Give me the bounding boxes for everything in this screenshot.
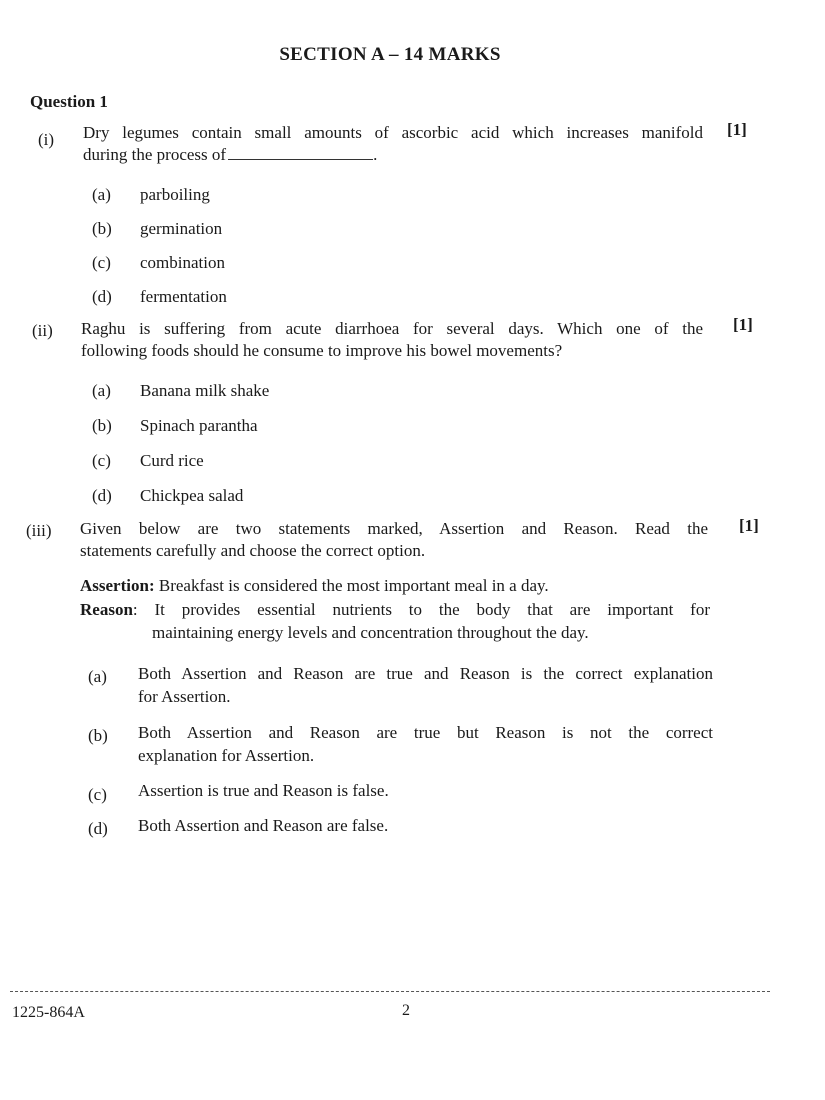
stem-line: Given below are two statements marked, Assertion and Reason. Read the [80,519,708,538]
option-label: (b) [88,726,108,745]
stem-line-text: during the process of [83,145,227,164]
option-label: (d) [92,486,112,505]
stem-line: Dry legumes contain small amounts of ascorbic acid which increases manifold [83,123,703,142]
option-text: germination [140,219,223,238]
option-label: (a) [92,185,111,204]
option-text: Chickpea salad [140,486,244,505]
reason-text: : It provides essential nutrients to the body that are important for [132,600,710,619]
option-text: Assertion is true and Reason is false. [138,781,389,800]
paper-code: 1225-864A [12,1004,85,1021]
reason-label: Reason [80,600,133,619]
answer-blank [228,145,373,160]
question-stem [80,518,708,562]
option-text [138,721,713,767]
option-label: (c) [92,451,111,470]
part-number: (iii) [26,521,52,540]
stem-line: following foods should he consume to improve his bowel movements? [81,341,563,360]
option-label: (a) [92,381,111,400]
marks-badge: [1] [727,120,747,139]
marks-badge: [1] [733,315,753,334]
part-number: (ii) [32,321,53,340]
stem-end: . [373,145,378,164]
option-text: parboiling [140,185,210,204]
option-line: explanation for Assertion. [138,746,315,765]
page-number: 2 [402,1002,410,1019]
option-line: Both Assertion and Reason are true and Reason is the correct explanation [138,664,713,683]
option-text: combination [140,253,225,272]
option-label: (b) [92,219,112,238]
option-line: Both Assertion and Reason are true but Reason is not the correct [138,723,713,742]
question-heading: Question 1 [30,92,108,111]
part-number: (i) [38,130,55,149]
question-stem [81,318,703,362]
reason-statement [80,600,710,620]
reason-line [80,600,710,620]
stem-line: Raghu is suffering from acute diarrhoea for several days. Which one of the [81,319,703,338]
option-label: (d) [88,819,108,838]
stem-line: statements carefully and choose the correct option. [80,541,426,560]
assertion-text: Breakfast is considered the most important meal in a day. [158,576,549,595]
marks-badge: [1] [739,516,759,535]
option-text: fermentation [140,287,227,306]
option-label: (c) [92,253,111,272]
option-label: (d) [92,287,112,306]
assertion-statement [80,576,549,596]
option-label: (c) [88,785,107,804]
option-text: Curd rice [140,451,204,470]
option-text: Banana milk shake [140,381,270,400]
option-text [138,662,713,708]
stem-line [83,144,703,166]
reason-line: maintaining energy levels and concentration throughout the day. [152,623,589,642]
option-text: Both Assertion and Reason are false. [138,816,389,835]
option-line: for Assertion. [138,687,231,706]
question-stem [83,122,703,166]
option-label: (b) [92,416,112,435]
option-text: Spinach parantha [140,416,258,435]
section-title: SECTION A – 14 MARKS [279,44,501,65]
option-label: (a) [88,667,107,686]
assertion-label: Assertion: [80,576,155,595]
footer-divider [10,991,770,992]
